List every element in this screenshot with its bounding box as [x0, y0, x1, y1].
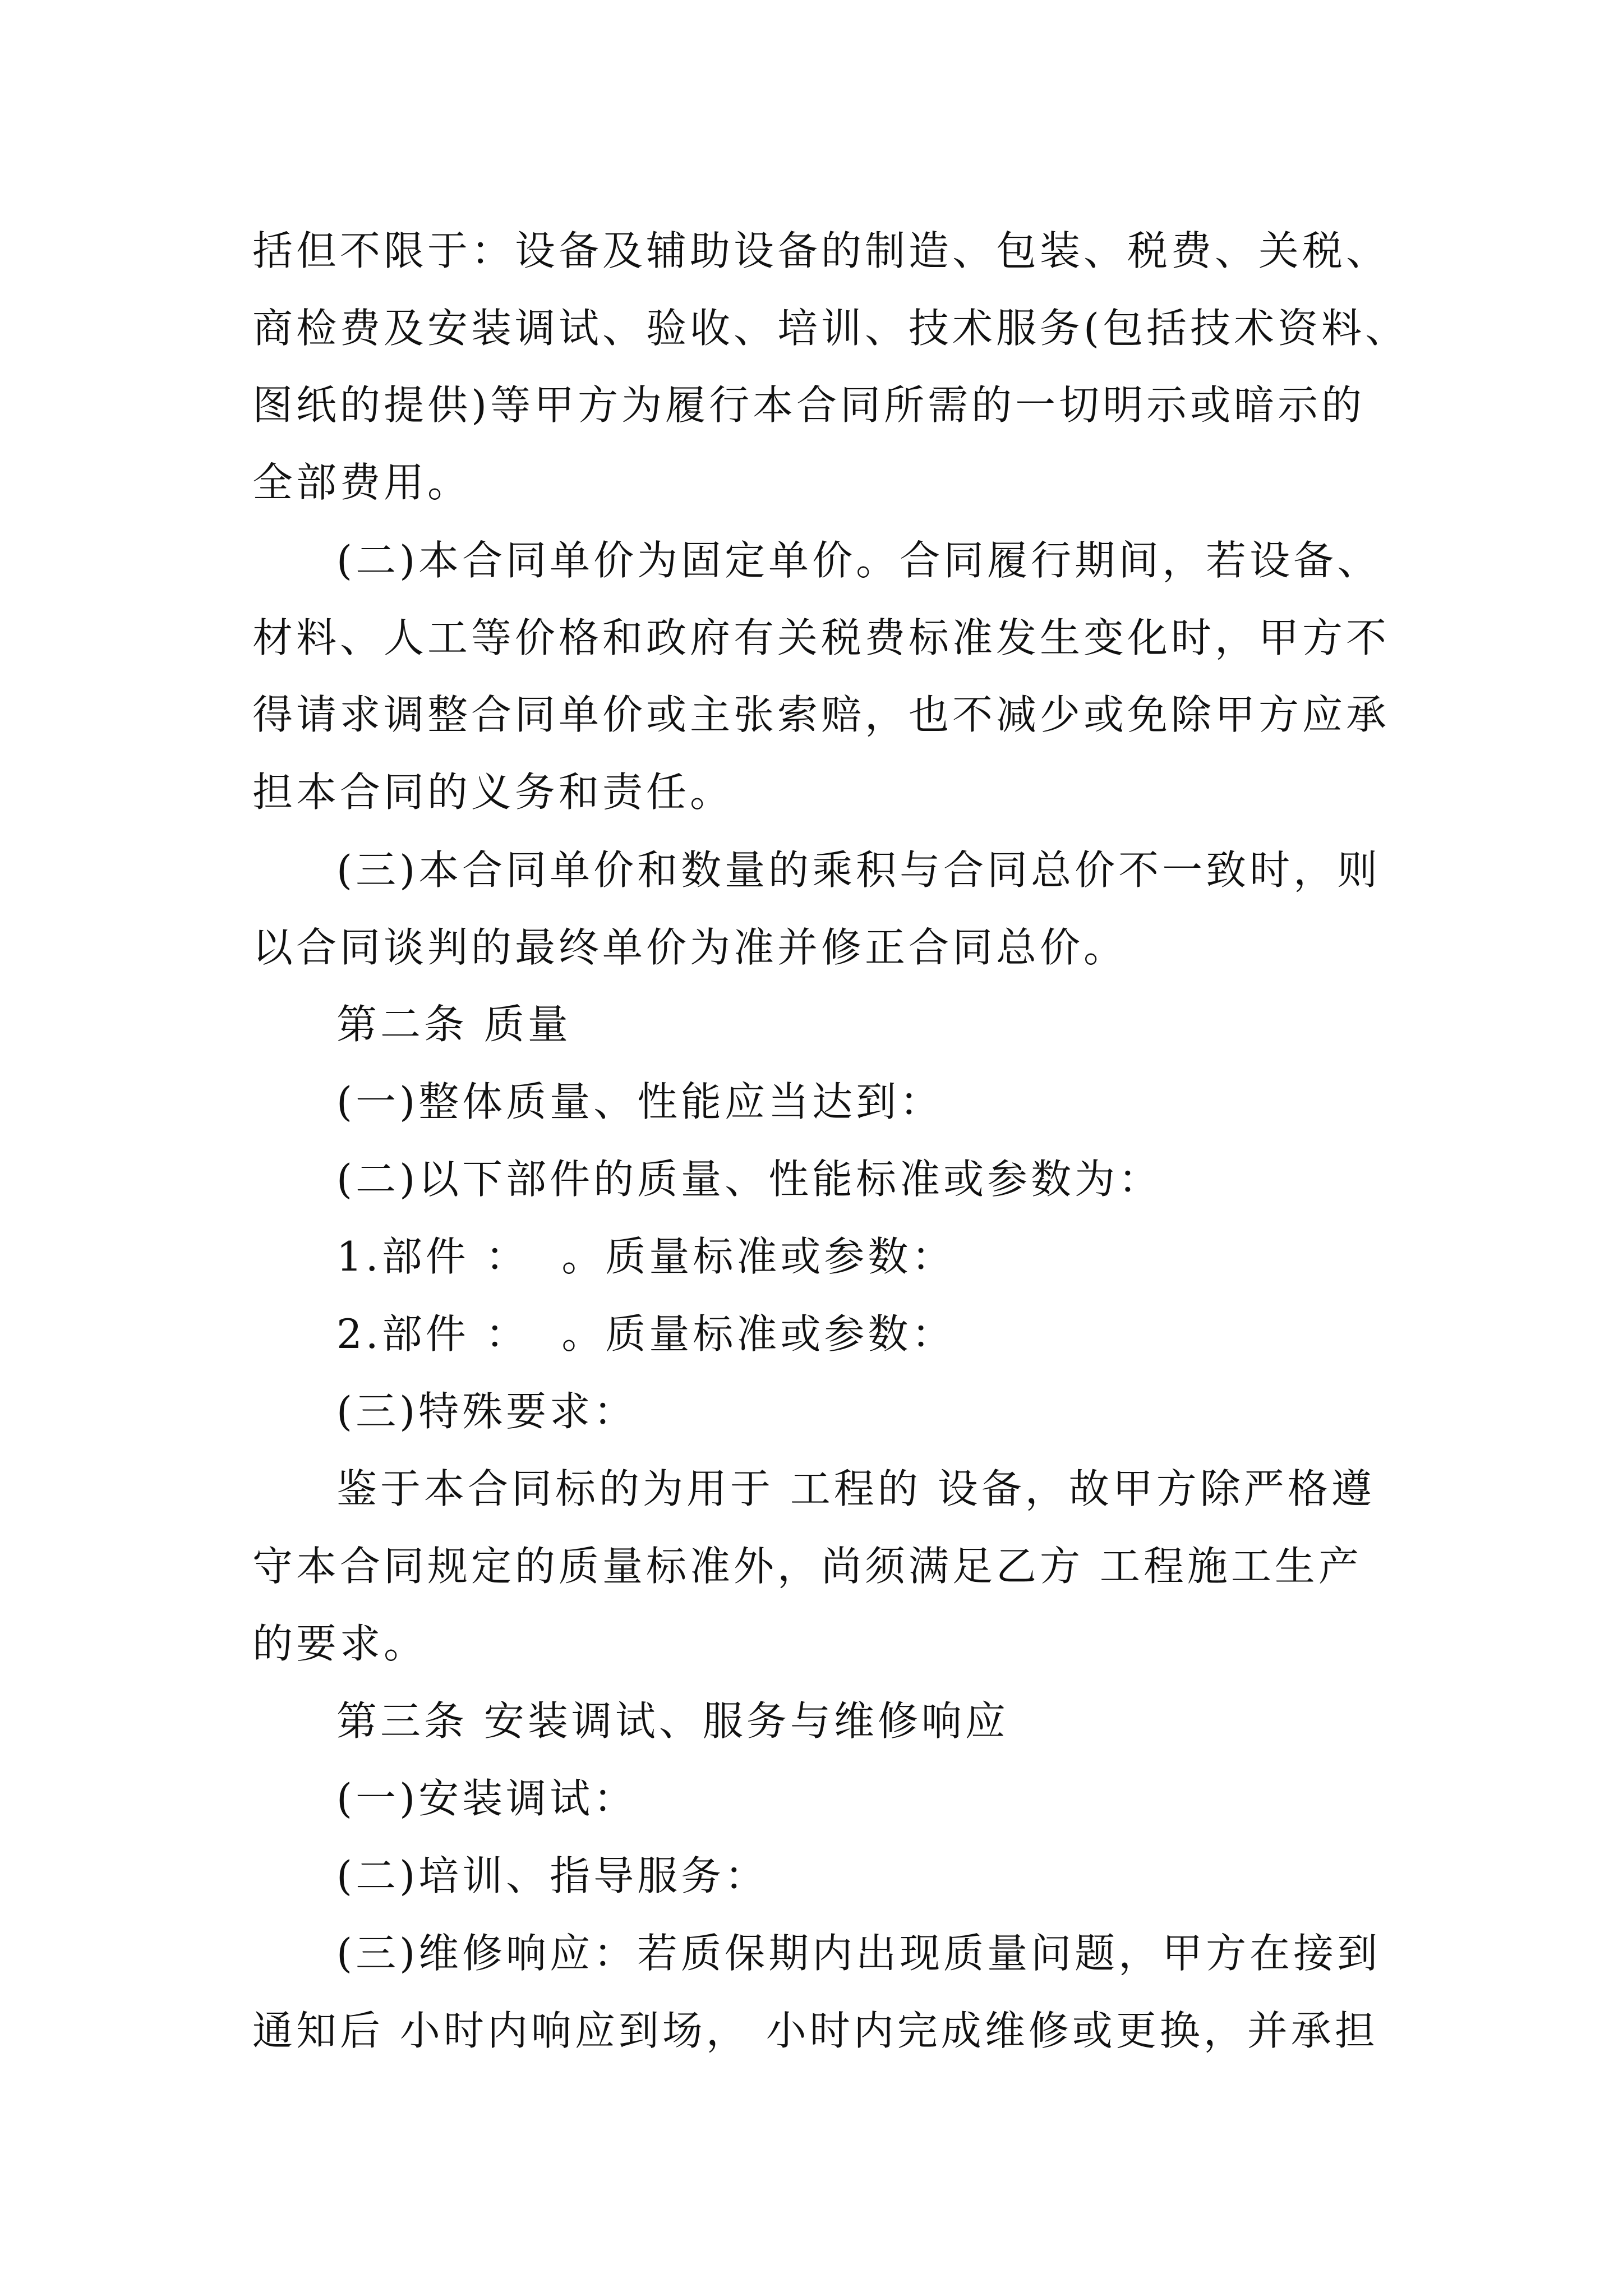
text-line: (一)安装调试：: [336, 1775, 638, 1822]
text-line: 的要求。: [252, 1620, 428, 1667]
text-line: 全部费用。: [252, 459, 472, 506]
text-line: (二)本合同单价为固定单价。合同履行期间，若设备、: [336, 537, 1381, 584]
text-line: (二)以下部件的质量、性能标准或参数为：: [336, 1156, 1163, 1203]
text-line: (一)整体质量、性能应当达到：: [336, 1078, 944, 1125]
text-line: 商检费及安装调试、验收、培训、技术服务(包括技术资料、: [252, 305, 1409, 352]
text-line: (三)维修响应：若质保期内出现质量问题，甲方在接到: [336, 1930, 1381, 1977]
text-line: 括但不限于：设备及辅助设备的制造、包装、税费、关税、: [252, 227, 1390, 274]
text-line: 图纸的提供)等甲方为履行本合同所需的一切明示或暗示的: [252, 381, 1366, 429]
text-line: 鉴于本合同标的为用于 工程的 设备，故甲方除严格遵: [336, 1465, 1375, 1512]
section-heading: 第二条 质量: [336, 1001, 571, 1048]
text-line: 材料、人工等价格和政府有关税费标准发生变化时，甲方不: [252, 614, 1390, 661]
text-line: (二)培训、指导服务：: [336, 1852, 769, 1899]
text-line: 担本合同的义务和责任。: [252, 769, 734, 816]
section-heading: 第三条 安装调试、服务与维修响应: [336, 1697, 1009, 1745]
text-line: 得请求调整合同单价或主张索赔，也不减少或免除甲方应承: [252, 691, 1390, 738]
text-line: 守本合同规定的质量标准外，尚须满足乙方 工程施工生产: [252, 1543, 1362, 1590]
text-line: 1.部件 ： 。质量标准或参数：: [336, 1233, 956, 1280]
text-line: 通知后 小时内响应到场， 小时内完成维修或更换，并承担: [252, 2007, 1378, 2054]
text-line: 2.部件 ： 。质量标准或参数：: [336, 1310, 956, 1358]
text-line: (三)特殊要求：: [336, 1388, 638, 1435]
text-line: 以合同谈判的最终单价为准并修正合同总价。: [252, 924, 1128, 971]
text-line: (三)本合同单价和数量的乘积与合同总价不一致时，则: [336, 846, 1381, 894]
